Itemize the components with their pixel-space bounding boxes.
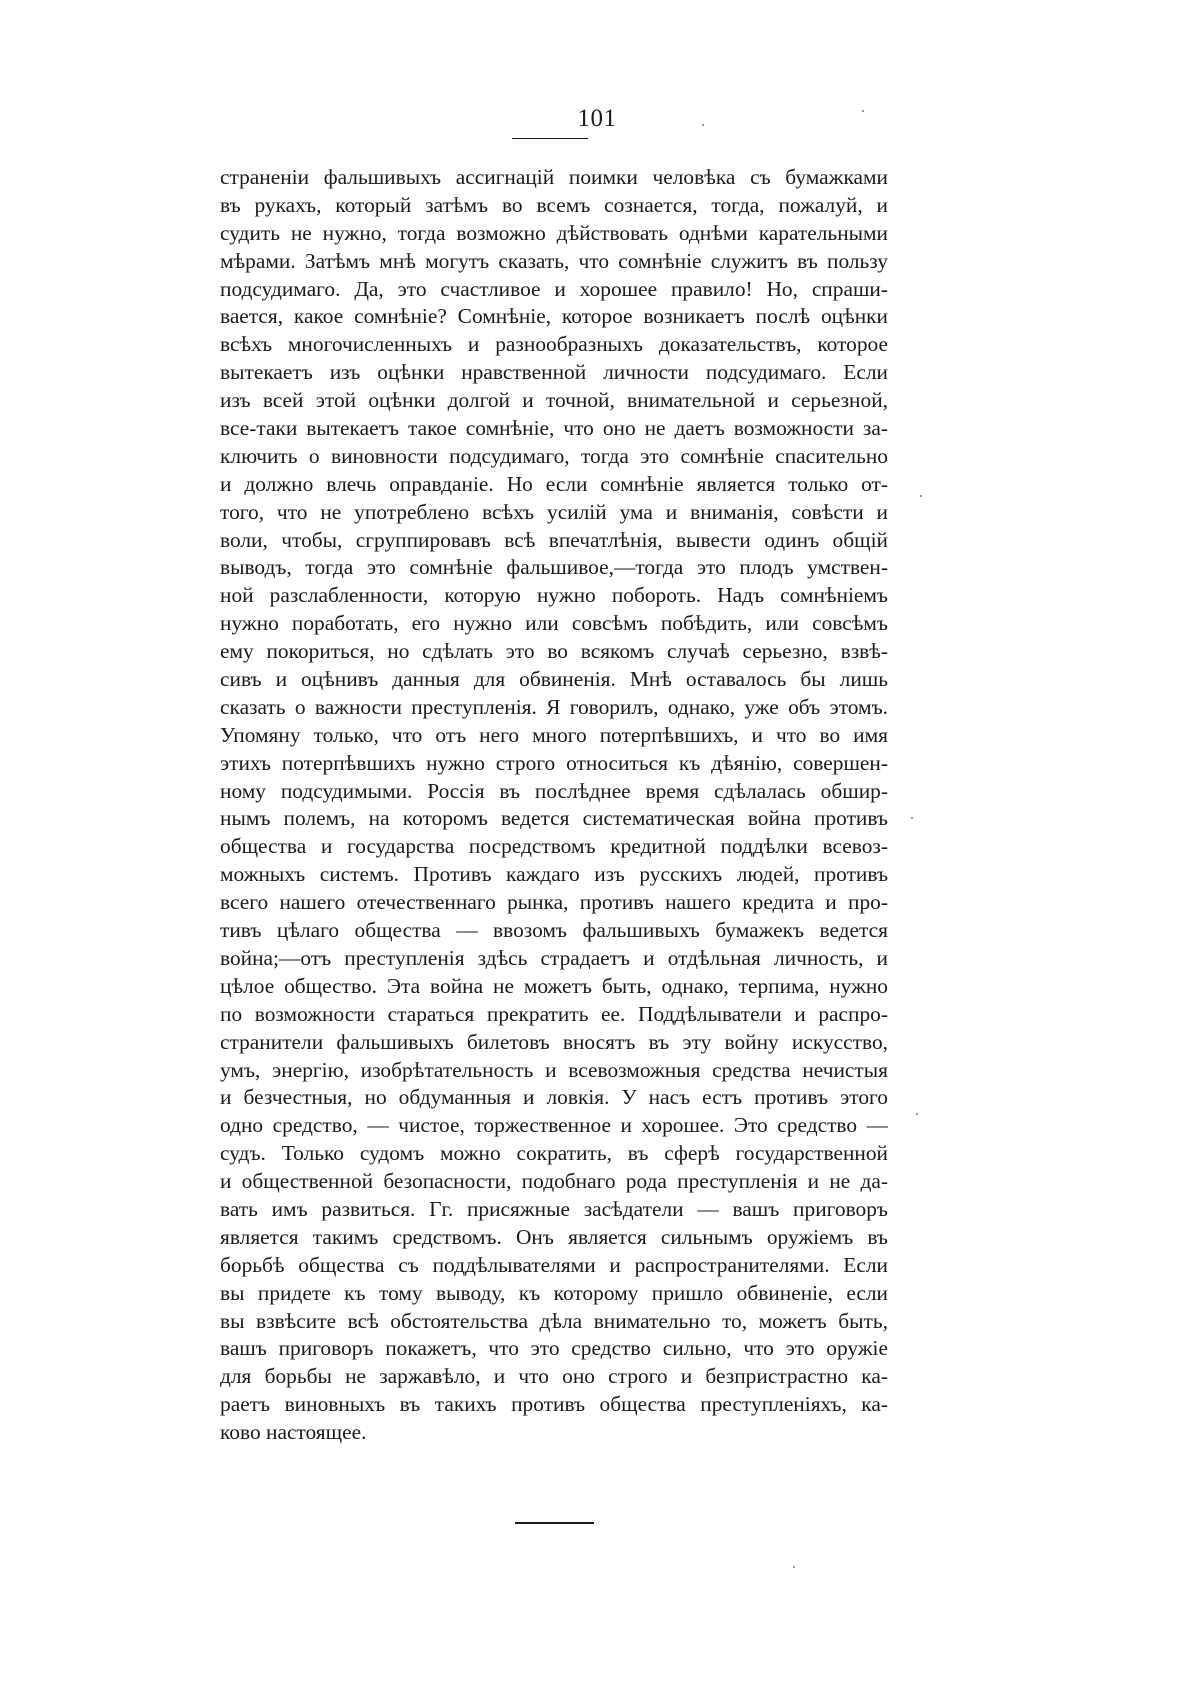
text-line: умъ, энергію, изобрѣтательность и всевозможныя средства нечистыя — [220, 1057, 888, 1082]
text-line: нужно поработать, его нужно или совсѣмъ побѣдить, или совсѣмъ — [220, 611, 888, 636]
text-line: нымъ полемъ, на которомъ ведется систематическая война противъ — [220, 806, 888, 831]
text-line: всѣхъ многочисленныхъ и разнообразныхъ доказательствъ, которое — [220, 332, 888, 357]
text-line: является такимъ средствомъ. Онъ является сильнымъ оружіемъ въ — [220, 1224, 888, 1249]
text-line: ему покориться, но сдѣлать это во всякомъ случаѣ серьезно, взвѣ- — [220, 639, 888, 664]
end-rule — [515, 1522, 594, 1524]
text-line: вашъ приговоръ покажетъ, что это средство сильно, что это оружіе — [220, 1336, 888, 1361]
text-line: по возможности стараться прекратить ее. Поддѣлыватели и распро- — [220, 1001, 888, 1026]
text-line: судить не нужно, тогда возможно дѣйствовать однѣми карательными — [220, 220, 888, 245]
text-line: странители фальшивыхъ билетовъ вносятъ въ эту войну искусство, — [220, 1029, 888, 1054]
text-line: и безчестныя, но обдуманныя и ловкія. У насъ естъ противъ этого — [220, 1085, 888, 1110]
text-line: судъ. Только судомъ можно сократить, въ сферѣ государственной — [220, 1141, 888, 1166]
text-line: вать имъ развиться. Гг. присяжные засѣдатели — вашъ приговоръ — [220, 1196, 888, 1221]
text-line: ково настоящее. — [220, 1420, 367, 1445]
text-line: вытекаетъ изъ оцѣнки нравственной личности подсудимаго. Если — [220, 360, 888, 385]
text-line: война;—отъ преступленія здѣсь страдаетъ и отдѣльная личность, и — [220, 945, 888, 970]
text-line: мѣрами. Затѣмъ мнѣ могутъ сказать, что сомнѣніе служитъ въ пользу — [220, 248, 888, 273]
text-line: можныхъ системъ. Противъ каждаго изъ русскихъ людей, противъ — [220, 862, 888, 887]
text-line: вы придете къ тому выводу, къ которому пришло обвиненіе, если — [220, 1280, 888, 1305]
text-line: ному подсудимыми. Россія въ послѣднее время сдѣлалась обшир- — [220, 778, 888, 803]
text-line: все-таки вытекаетъ такое сомнѣніе, что оно не даетъ возможности за- — [220, 416, 888, 441]
text-line: борьбѣ общества съ поддѣлывателями и распространителями. Если — [220, 1252, 888, 1277]
text-line: всего нашего отечественнаго рынка, противъ нашего кредита и про- — [220, 890, 888, 915]
text-line: одно средство, — чистое, торжественное и хорошее. Это средство — — [220, 1113, 888, 1138]
text-line: для борьбы не заржавѣло, и что оно строго и безпристрастно ка- — [220, 1364, 888, 1389]
text-line: цѣлое общество. Эта война не можетъ быть, однако, терпима, нужно — [220, 973, 888, 998]
scan-speck — [862, 110, 864, 112]
page-number: 101 — [577, 105, 617, 132]
text-line: этихъ потерпѣвшихъ нужно строго относиться къ дѣянію, совершен- — [220, 750, 888, 775]
text-line: страненіи фальшивыхъ ассигнацій поимки человѣка съ бумажками — [220, 165, 888, 189]
body-text — [220, 164, 888, 1447]
text-line: и общественной безопасности, подобнаго рода преступленія и не да- — [220, 1169, 888, 1194]
text-line: въ рукахъ, который затѣмъ во всемъ сознается, тогда, пожалуй, и — [220, 192, 888, 217]
text-line: ключить о виновности подсудимаго, тогда это сомнѣніе спасительно — [220, 443, 888, 468]
text-line: того, что не употреблено всѣхъ усилій ума и вниманія, совѣсти и — [220, 499, 888, 524]
text-line: раетъ виновныхъ въ такихъ противъ общества преступленіяхъ, ка- — [220, 1392, 888, 1417]
text-line: вается, какое сомнѣніе? Сомнѣніе, которое возникаетъ послѣ оцѣнки — [220, 304, 888, 329]
scan-speck — [920, 495, 922, 497]
text-line: ной разслабленности, которую нужно побороть. Надъ сомнѣніемъ — [220, 583, 888, 608]
text-line: и должно влечь оправданіе. Но если сомнѣніе является только от- — [220, 471, 888, 496]
text-line: общества и государства посредствомъ кредитной поддѣлки всевоз- — [220, 834, 888, 859]
text-line: Упомяну только, что отъ него много потерпѣвшихъ, и что во имя — [220, 722, 888, 747]
scan-speck — [916, 1113, 918, 1115]
text-line: выводъ, тогда это сомнѣніе фальшивое,—тогда это плодъ умствен- — [220, 555, 888, 580]
scan-speck — [911, 817, 913, 819]
text-line: подсудимаго. Да, это счастливое и хорошее правило! Но, спраши- — [220, 276, 888, 301]
text-line: сказать о важности преступленія. Я говорилъ, однако, уже объ этомъ. — [220, 694, 888, 719]
scan-speck — [702, 124, 704, 126]
text-line: тивъ цѣлаго общества — ввозомъ фальшивыхъ бумажекъ ведется — [220, 918, 888, 943]
text-line: сивъ и оцѣнивъ данныя для обвиненія. Мнѣ оставалось бы лишь — [220, 667, 888, 692]
header-rule — [512, 138, 588, 139]
text-line: вы взвѣсите всѣ обстоятельства дѣла внимательно то, можетъ быть, — [220, 1308, 888, 1333]
text-line: изъ всей этой оцѣнки долгой и точной, внимательной и серьезной, — [220, 388, 888, 413]
text-line: воли, чтобы, сгруппировавъ всѣ впечатлѣнія, вывести одинъ общій — [220, 527, 888, 552]
scan-speck — [793, 1566, 795, 1568]
